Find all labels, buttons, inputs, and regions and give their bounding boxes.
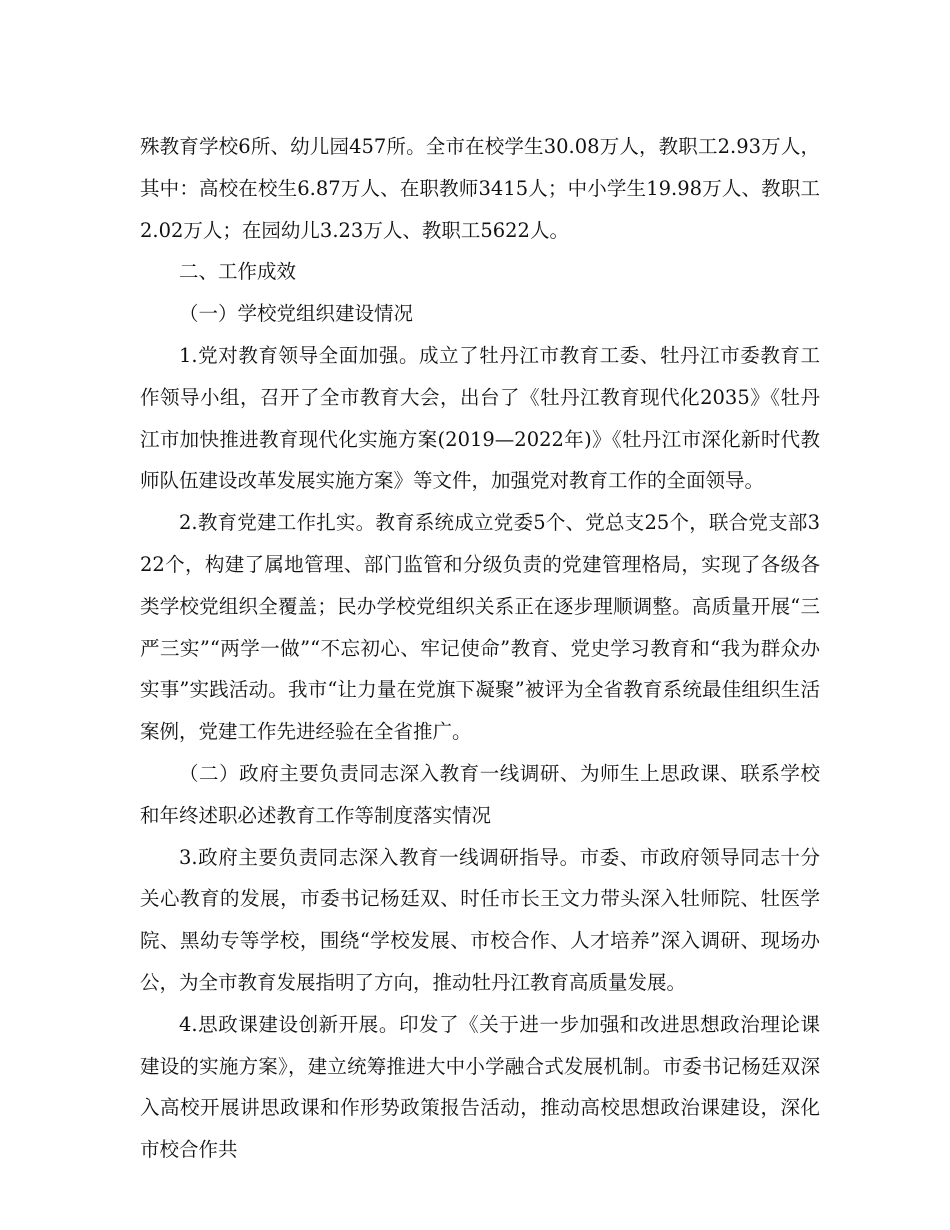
- document-body: [140, 126, 820, 1171]
- subheading-party-organization: （一）学校党组织建设情况: [179, 302, 414, 326]
- paragraph-field-research: 3.政府主要负责同志深入教育一线调研指导。市委、市政府领导同志十分关心教育的发展，市委书记杨廷双、时任市长王文力带头深入牡师院、牡医学院、黑幼专等学校，围绕“学校发展、市校合作、人才培养”深入调研、现场办公，为全市教育发展指明了方向，推动牡丹江教育高质量发展。: [140, 845, 820, 994]
- paragraph-ideological-course: 4.思政课建设创新开展。印发了《关于进一步加强和改进思想政治理论课建设的实施方案》，建立统筹推进大中小学融合式发展机制。市委书记杨廷双深入高校开展讲思政课和作形势政策报告活动，推动高校思想政治课建设，深化市校合作共: [140, 1012, 820, 1162]
- paragraph-student-statistics: 殊教育学校6所、幼儿园457所。全市在校学生30.08万人，教职工2.93万人，其中：高校在校生6.87万人、在职教师3415人；中小学生19.98万人、教职工2.02万人；在园幼儿3.23万人、教职工5622人。: [140, 135, 820, 242]
- paragraph-party-building: 2.教育党建工作扎实。教育系统成立党委5个、党总支25个，联合党支部322个，构建了属地管理、部门监管和分级负责的党建管理格局，实现了各级各类学校党组织全覆盖；民办学校党组织关系正在逐步理顺调整。高质量开展“三严三实”“两学一做”“不忘初心、牢记使命”教育、党史学习教育和“我为群众办实事”实践活动。我市“让力量在党旗下凝聚”被评为全省教育系统最佳组织生活案例，党建工作先进经验在全省推广。: [140, 511, 820, 744]
- subheading-government-leaders: （二）政府主要负责同志深入教育一线调研、为师生上思政课、联系学校和年终述职必述教育工作等制度落实情况: [140, 761, 820, 827]
- heading-work-results: 二、工作成效: [179, 260, 297, 284]
- paragraph-party-leadership: 1.党对教育领导全面加强。成立了牡丹江市教育工委、牡丹江市委教育工作领导小组，召开了全市教育大会，出台了《牡丹江教育现代化2035》《牡丹江市加快推进教育现代化实施方案(2019—2022年)》《牡丹江市深化新时代教师队伍建设改革发展实施方案》等文件，加强党对教育工作的全面领导。: [140, 343, 820, 493]
